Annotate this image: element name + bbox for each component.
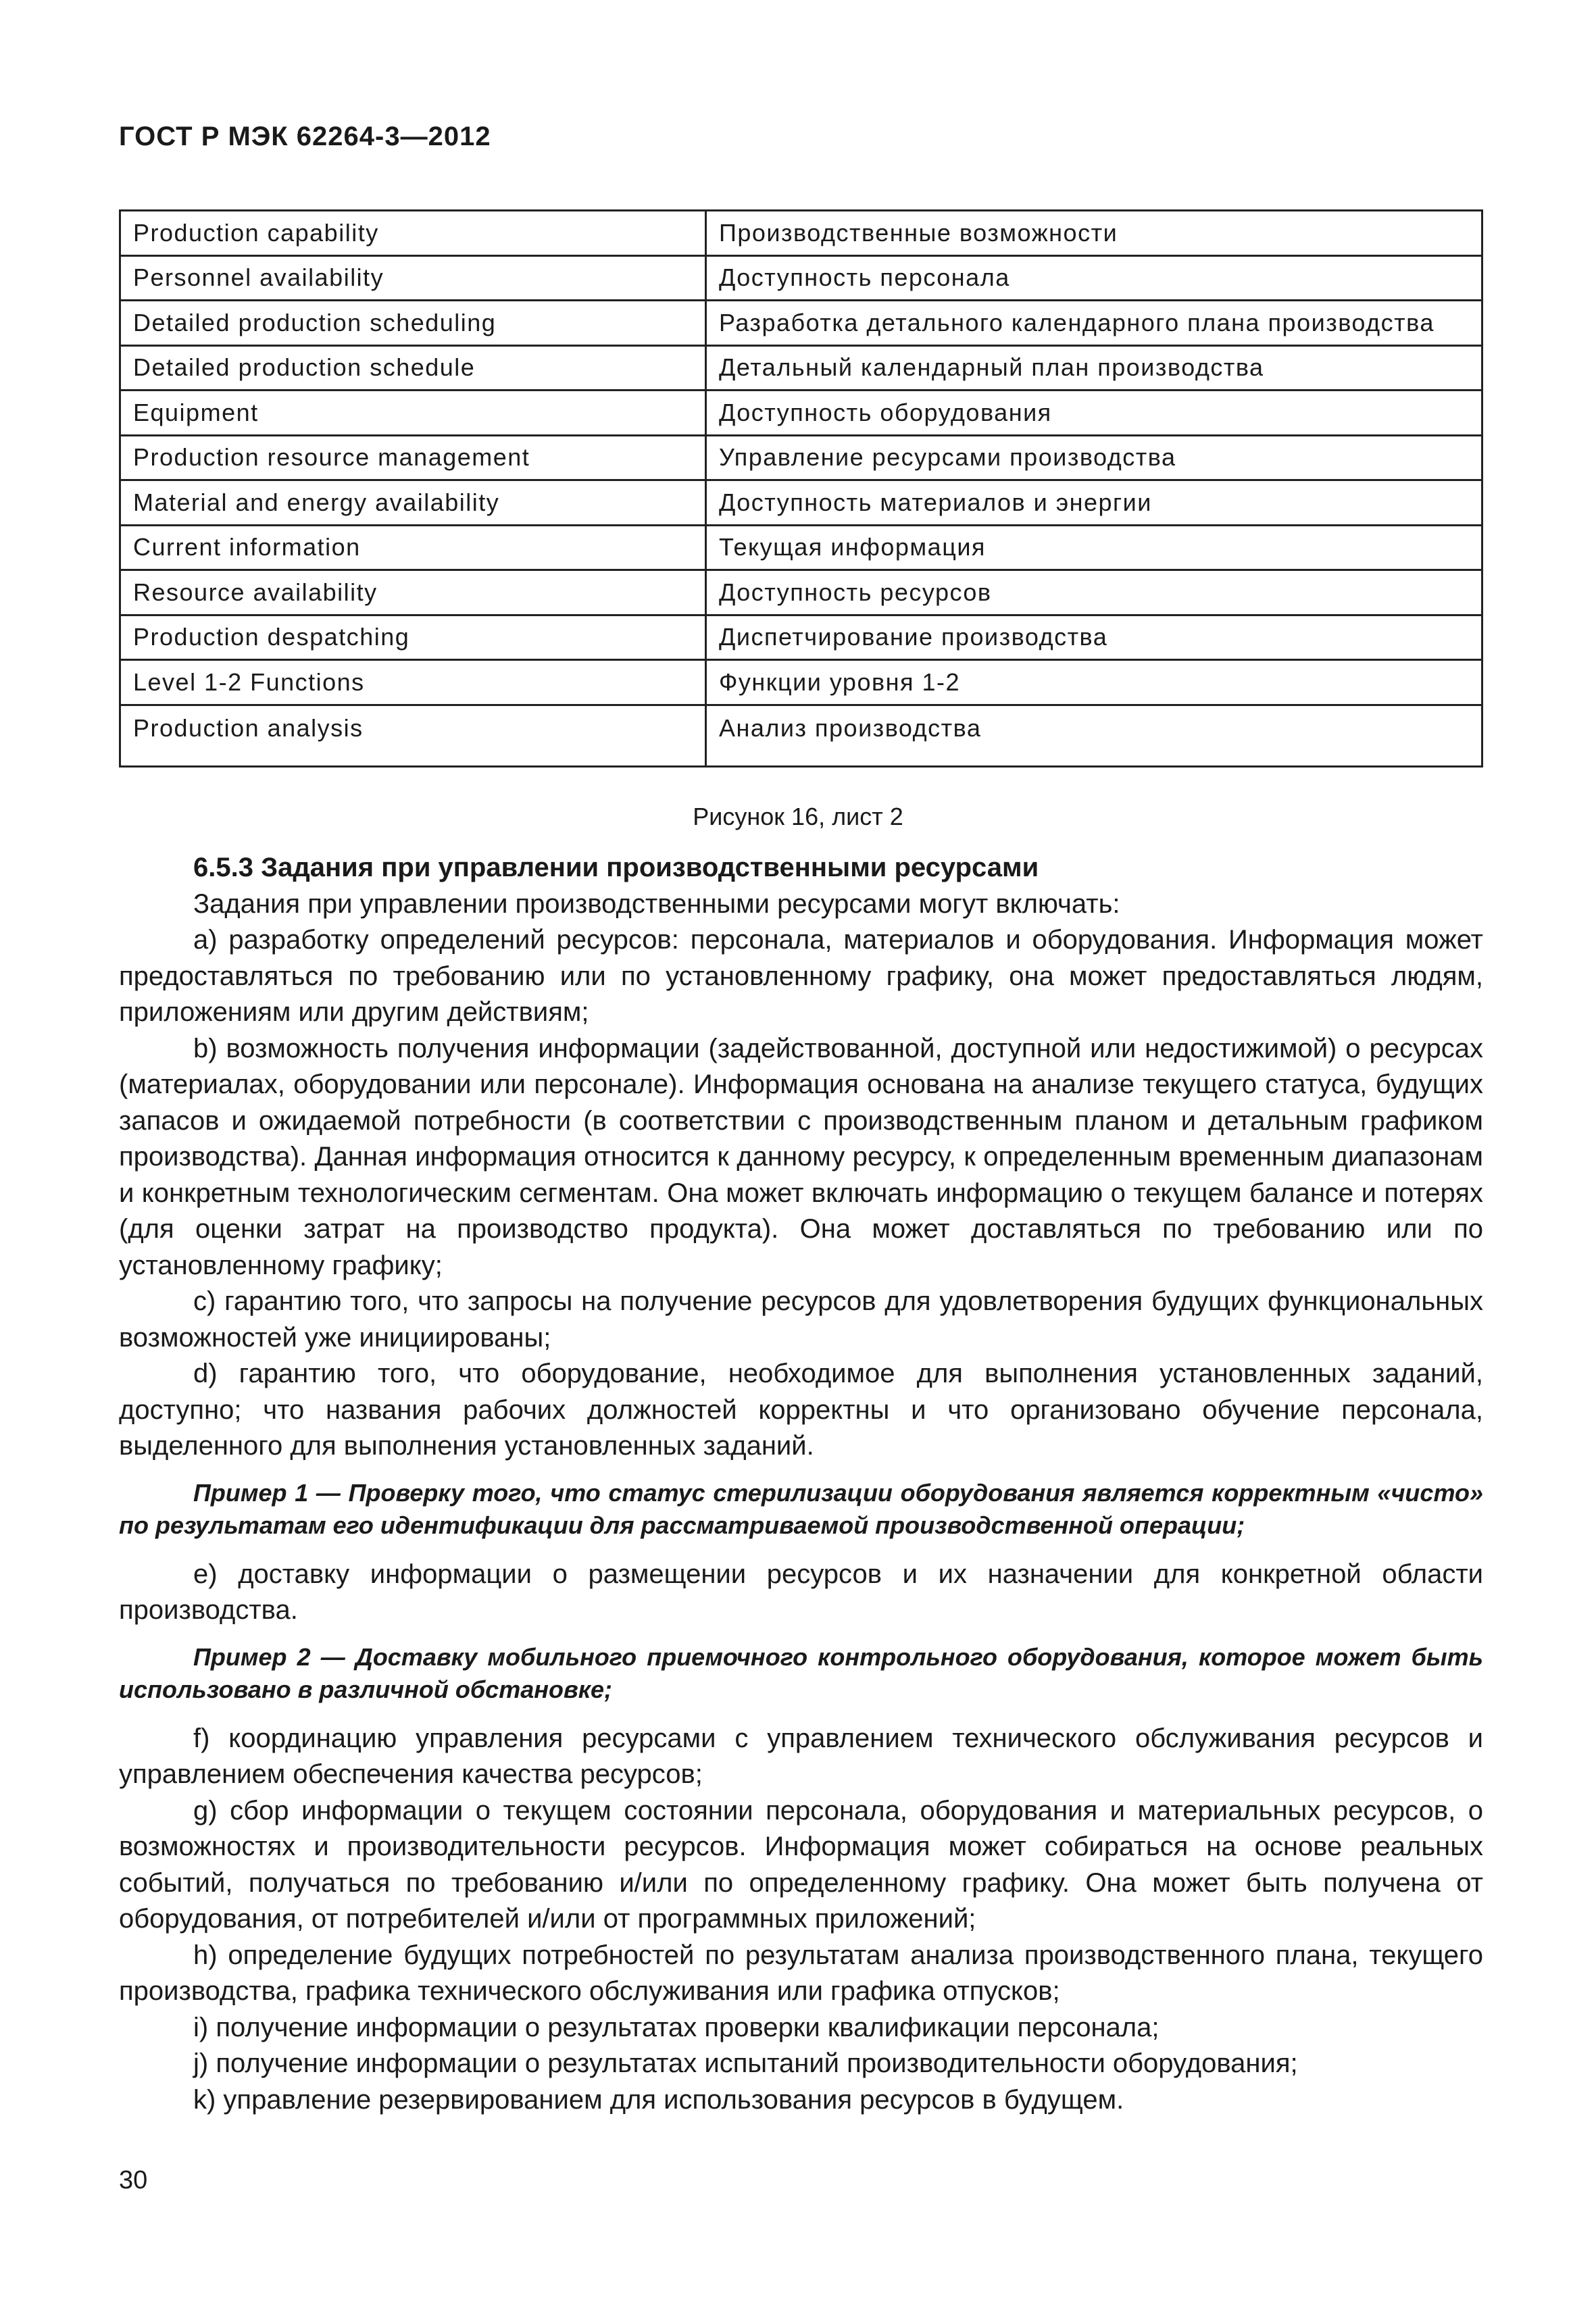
- term-ru: Доступность персонала: [706, 255, 1482, 301]
- term-en: Production despatching: [120, 615, 706, 660]
- table-row: [120, 211, 1482, 256]
- term-ru: Доступность ресурсов: [706, 570, 1482, 615]
- term-ru: Анализ производства: [706, 705, 1482, 766]
- term-ru: Производственные возможности: [706, 211, 1482, 256]
- glossary-table: [119, 209, 1483, 768]
- page-number: 30: [119, 2166, 148, 2194]
- table-row: [120, 660, 1482, 705]
- section-heading: 6.5.3 Задания при управлении производственными ресурсами: [193, 853, 1039, 882]
- table-row: [120, 480, 1482, 526]
- term-ru: Диспетчирование производства: [706, 615, 1482, 660]
- section-body: [119, 850, 1483, 2118]
- term-ru: Доступность оборудования: [706, 391, 1482, 436]
- table-row: [120, 615, 1482, 660]
- term-en: Equipment: [120, 391, 706, 436]
- list-item-e: е) доставку информации о размещении ресурсов и их назначении для конкретной области производства.: [119, 1559, 1483, 1625]
- figure-caption: Рисунок 16, лист 2: [693, 803, 903, 830]
- paragraph-intro: Задания при управлении производственными ресурсами могут включать:: [193, 888, 1120, 919]
- term-ru: Текущая информация: [706, 525, 1482, 570]
- term-en: Level 1-2 Functions: [120, 660, 706, 705]
- table-row: [120, 435, 1482, 480]
- table-row: [120, 255, 1482, 301]
- term-en: Material and energy availability: [120, 480, 706, 526]
- term-en: Personnel availability: [120, 255, 706, 301]
- term-en: Detailed production schedule: [120, 345, 706, 391]
- term-ru: Управление ресурсами производства: [706, 435, 1482, 480]
- list-item-g: g) сбор информации о текущем состоянии персонала, оборудования и материальных ресурсов, о возможностях и производительности ресурсов. Информация может собираться на основе реальных событий, получаться по требованию и/или по определенному графику. Она может быть получена от оборудования, от потребителей и/или от программных приложений;: [119, 1795, 1483, 1934]
- term-en: Production resource management: [120, 435, 706, 480]
- term-en: Resource availability: [120, 570, 706, 615]
- list-item-a: а) разработку определений ресурсов: персонала, материалов и оборудования. Информация может предоставляться по требованию или по установленному графику, она может предоставляться людям, приложениям или другим действиям;: [119, 925, 1483, 1027]
- list-item-j: j) получение информации о результатах испытаний производительности оборудования;: [193, 2048, 1298, 2078]
- table-row: [120, 301, 1482, 346]
- list-item-h: h) определение будущих потребностей по результатам анализа производственного плана, текущего производства, графика технического обслуживания или графика отпусков;: [119, 1940, 1483, 2006]
- term-en: Production capability: [120, 211, 706, 256]
- table-row: [120, 705, 1482, 766]
- list-item-i: i) получение информации о результатах проверки квалификации персонала;: [193, 2012, 1159, 2042]
- table-row: [120, 570, 1482, 615]
- table-row: [120, 525, 1482, 570]
- term-ru: Разработка детального календарного плана производства: [706, 301, 1482, 346]
- term-en: Detailed production scheduling: [120, 301, 706, 346]
- term-en: Production analysis: [120, 705, 706, 766]
- term-ru: Функции уровня 1-2: [706, 660, 1482, 705]
- example-2: Пример 2 — Доставку мобильного приемочного контрольного оборудования, которое может быть использовано в различной обстановке;: [119, 1642, 1483, 1703]
- table-row: [120, 345, 1482, 391]
- example-1: Пример 1 — Проверку того, что статус стерилизации оборудования является корректным «чисто» по результатам его идентификации для рассматриваемой производственной операции;: [119, 1478, 1483, 1539]
- list-item-f: f) координацию управления ресурсами с управлением технического обслуживания ресурсов и управлением обеспечения качества ресурсов;: [119, 1723, 1483, 1789]
- list-item-c: с) гарантию того, что запросы на получение ресурсов для удовлетворения будущих функциональных возможностей уже инициированы;: [119, 1286, 1483, 1353]
- term-ru: Детальный календарный план производства: [706, 345, 1482, 391]
- term-en: Current information: [120, 525, 706, 570]
- list-item-d: d) гарантию того, что оборудование, необходимое для выполнения установленных заданий, доступно; что названия рабочих должностей корректны и что организовано обучение персонала, выделенного для выполнения установленных заданий.: [119, 1359, 1483, 1461]
- table-row: [120, 391, 1482, 436]
- document-header: ГОСТ Р МЭК 62264-3—2012: [119, 122, 491, 151]
- list-item-k: k) управление резервированием для использования ресурсов в будущем.: [193, 2084, 1124, 2115]
- list-item-b: b) возможность получения информации (задействованной, доступной или недостижимой) о ресурсах (материалах, оборудовании или персонале). Информация основана на анализе текущего статуса, будущих запасов и ожидаемой потребности (в соответствии с производственным планом и детальным графиком производства). Данная информация относится к данному ресурсу, к определенным временным диапазонам и конкретным технологическим сегментам. Она может включать информацию о текущем балансе и потерях (для оценки затрат на производство продукта). Она может доставляться по требованию или по установленному графику;: [119, 1033, 1483, 1280]
- term-ru: Доступность материалов и энергии: [706, 480, 1482, 526]
